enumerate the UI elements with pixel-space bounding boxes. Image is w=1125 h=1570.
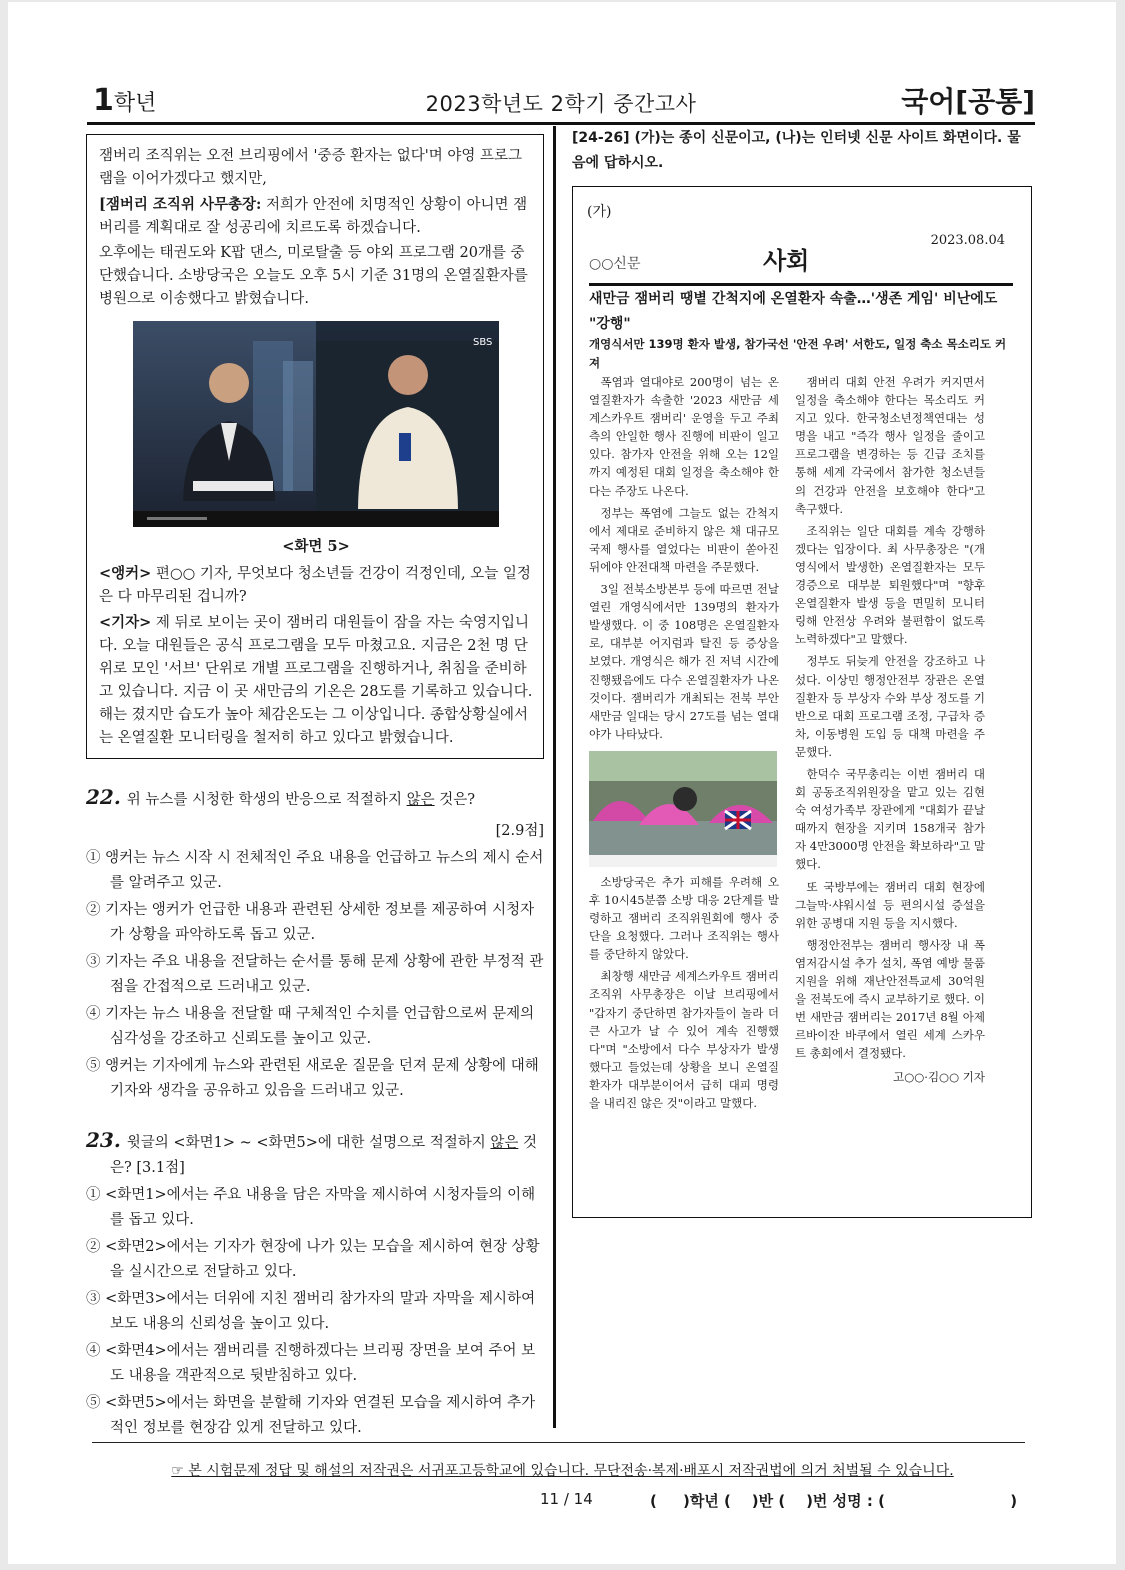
anchor-line: <앵커> 편○○ 기자, 무엇보다 청소년들 건강이 걱정인데, 오늘 일정은 다 마무리된 겁니까? (99, 565, 531, 605)
question-23-stem: 23. 윗글의 <화면1> ~ <화면5>에 대한 설명으로 적절하지 않은 것은? [3.1점] (86, 1128, 538, 1176)
article-paragraph: 잼버리 대회 안전 우려가 커지면서 일정을 축소해야 한다는 목소리도 커지고 있다. 한국청소년정책연대는 성명을 내고 "즉각 행사 일정을 줄이고 프로그램을 변경하는 등 긴급 조치를 통해 세계 각국에서 참가한 청소년들의 건강과 안전을 보호해야 한다"고 촉구했다. (795, 375, 985, 516)
page-number: 11 / 14 (540, 1490, 593, 1508)
question-23 (86, 1128, 544, 1441)
svg-text:SBS: SBS (473, 337, 493, 348)
answer-option[interactable]: ② 기자는 앵커가 언급한 내용과 관련된 상세한 정보를 제공하여 시청자가 상황을 파악하도록 돕고 있군. (86, 902, 535, 943)
broadcast-screenshot (133, 321, 499, 527)
answer-option[interactable]: ① <화면1>에서는 주요 내용을 담은 자막을 제시하여 시청자들의 이해를 돕고 있다. (86, 1187, 536, 1228)
reporter-line: <기자> 제 뒤로 보이는 곳이 잼버리 대원들이 잠을 자는 숙영지입니다. 오늘 대원들은 공식 프로그램을 모두 마쳤고요. 지금은 2천 명 단위로 모인 '서브' 단위로 개별 프로그램을 진행하거나, 취침을 준비하고 있습니다. 지금 이 곳 새만금의 기온은 28도를 기록하고 있습니다. 해는 졌지만 습도가 높아 체감온도는 그 이상입니다. 종합상황실에서는 온열질환 모니터링을 철저히 하고 있다고 밝혔습니다. (99, 614, 533, 746)
article-paragraph: 최창행 새만금 세계스카우트 잼버리 조직위 사무총장은 이날 브리핑에서 "갑자기 중단하면 참가자들이 놀라 더 큰 사고가 날 수 있어 계속 진행했다"며 "소방에서 다수 부상자가 발생했다고 들었는데 상황을 보니 온열질환자가 대부분이어서 급히 대피 명령을 내리진 않은 것"이라고 말했다. (589, 969, 779, 1110)
article-date: 2023.08.04 (930, 233, 1005, 248)
article-paragraph: 행정안전부는 잼버리 행사장 내 폭염저감시설 추가 설치, 폭염 예방 물품 지원을 위해 재난안전특교세 30억원을 전북도에 즉시 교부하기로 했다. 이번 새만금 잼버리는 2017년 8월 아제르바이잔 바쿠에서 열린 세계 스카우트 총회에서 결정됐다. (795, 937, 985, 1061)
answer-option[interactable]: ③ 기자는 주요 내용을 전달하는 순서를 통해 문제 상황에 관한 부정적 관점을 간접적으로 드러내고 있군. (86, 954, 544, 995)
newspaper-name: ○○신문 (589, 256, 641, 272)
answer-option[interactable]: ⑤ <화면5>에서는 화면을 분할해 기자와 연결된 모습을 제시하여 추가적인 정보를 현장감 있게 전달하고 있다. (86, 1395, 536, 1436)
article-paragraph: 한덕수 국무총리는 이번 잼버리 대회 공동조직위원장을 맡고 있는 김현숙 여성가족부 장관에게 "대회가 끝날 때까지 현장을 지키며 158개국 참가자 4만3000명 안전을 확보하라"고 말했다. (795, 766, 985, 872)
right-column (572, 126, 1032, 1218)
broadcast-illustration (133, 321, 499, 527)
left-column (86, 126, 544, 1441)
article-subheadline: 개영식서만 139명 환자 발생, 참가국선 '안전 우려' 서한도, 일정 축소 목소리도 커져 (589, 337, 1007, 370)
article-column-2 (795, 373, 985, 1087)
answer-option[interactable]: ③ <화면3>에서는 더위에 지친 잼버리 참가자의 말과 자막을 제시하여 보도 내용의 신뢰성을 높이고 있다. (86, 1291, 536, 1332)
header-rule (87, 122, 1035, 125)
article-paragraph: 또 국방부에는 잼버리 대회 현장에 그늘막·샤워시설 등 편의시설 증설을 위한 공병대 지원 등을 지시했다. (795, 879, 985, 930)
transcript-p3: 오후에는 태권도와 K팝 댄스, 미로탈출 등 야외 프로그램 20개를 중단했습니다. 소방당국은 오늘도 오후 5시 기준 31명의 온열질환자를 병원으로 이송했다고 밝혔습니다. (99, 245, 528, 307)
exam-title: 2023학년도 2학기 중간고사 (425, 92, 697, 116)
answer-option[interactable]: ④ 기자는 뉴스 내용을 전달할 때 구체적인 수치를 언급함으로써 문제의 심각성을 강조하고 신뢰도를 높이고 있군. (86, 1006, 535, 1047)
footer-rule (92, 1442, 1025, 1443)
answer-option[interactable]: ① 앵커는 뉴스 시작 시 전체적인 주요 내용을 언급하고 뉴스의 제시 순서를 알려주고 있군. (86, 850, 544, 891)
headline-rule (589, 283, 1013, 286)
newspaper-section: 사회 (763, 247, 810, 275)
newspaper-box (572, 186, 1032, 1218)
answer-option[interactable]: ④ <화면4>에서는 잼버리를 진행하겠다는 브리핑 장면을 보여 주어 보도 내용을 객관적으로 뒷받침하고 있다. (86, 1343, 536, 1384)
exam-header (87, 84, 1035, 120)
article-column-1 (589, 373, 779, 1116)
article-paragraph: 폭염과 열대야로 200명이 넘는 온열질환자가 속출한 '2023 새만금 세계스카우트 잼버리' 운영을 두고 주최 측의 안일한 행사 진행에 비판이 일고 있다. 참가자 안전을 위해 오는 12일까지 예정된 대회 일정을 축소해야 한다는 주장도 나온다. (589, 375, 779, 498)
article-byline: 고○○·김○○ 기자 (893, 1070, 985, 1085)
transcript-p2: [잼버리 조직위 사무총장: 저희가 안전에 치명적인 상황이 아니면 잼버리를 계획대로 잘 성공리에 치르도록 하겠습니다. (99, 196, 528, 236)
column-divider (553, 126, 556, 1428)
answer-option[interactable]: ⑤ 앵커는 기자에게 뉴스와 관련된 새로운 질문을 던져 문제 상황에 대해 기자와 생각을 공유하고 있음을 드러내고 있군. (86, 1058, 539, 1099)
question-set-instruction: [24-26] (가)는 종이 신문이고, (나)는 인터넷 신문 사이트 화면이다. 물음에 답하시오. (572, 130, 1021, 171)
jamboree-photo (589, 751, 777, 867)
question-22 (86, 785, 544, 1104)
screen-caption: <화면 5> (282, 538, 350, 555)
article-paragraph: 정부는 폭염에 그늘도 없는 간척지에서 제대로 준비하지 않은 채 대규모 국제 행사를 열었다는 비판이 쏟아진 뒤에야 안전대책 마련을 주문했다. (589, 505, 779, 574)
tents-illustration (589, 751, 777, 867)
article-paragraph: 조직위는 일단 대회를 계속 강행하겠다는 입장이다. 최 사무총장은 "(개영식에서 발생한) 온열질환자는 모두 경증으로 대부분 퇴원했다"며 "향후 온열질환자 발생 등을 면밀히 모니터링해 안전상 우려와 불편함이 없도록 노력하겠다"고 말했다. (795, 523, 985, 647)
question-22-points: [2.9점] (495, 823, 544, 839)
news-transcript-box (86, 134, 544, 759)
article-headline: 새만금 잼버리 땡볕 간척지에 온열환자 속출…'생존 게임' 비난에도 "강행" (589, 291, 998, 332)
copyright-notice: ☞ 본 시험문제 정답 및 해설의 저작권은 서귀포고등학교에 있습니다. 무단전송·복제·배포시 저작권법에 의거 처벌될 수 있습니다. (171, 1463, 954, 1479)
subject-label: 국어[공통] (901, 85, 1035, 118)
transcript-p1: 잼버리 조직위는 오전 브리핑에서 '중증 환자는 없다'며 야영 프로그램을 이어가겠다고 했지만, (99, 148, 523, 187)
article-paragraph: 소방당국은 추가 피해를 우려해 오후 10시45분쯤 소방 대응 2단계를 발령하고 잼버리 조직위원회에 행사 중단을 요청했다. 그러나 조직위는 행사를 중단하지 않았다. (589, 874, 779, 962)
passage-label: (가) (587, 204, 612, 220)
article-paragraph: 3일 전북소방본부 등에 따르면 전날 열린 개영식에서만 139명의 환자가 발생했다. 이 중 108명은 온열질환자로, 대부분 어지럼과 탈진 등 증상을 보였다. 개영식은 해가 진 저녁 시간에 진행됐음에도 다수 온열질환자가 나온 것이다. 잼버리가 개최되는 전북 부안 새만금 일대는 당시 27도를 넘는 열대야가 나타났다. (589, 582, 779, 741)
grade-label: 1학년 (93, 83, 157, 118)
student-id-field[interactable]: ( )학년 ( )반 ( )번 성명 : ( ) (650, 1492, 1018, 1510)
question-22-stem: 22. 위 뉴스를 시청한 학생의 반응으로 적절하지 않은 것은? (86, 785, 475, 809)
article-paragraph: 정부도 뒤늦게 안전을 강조하고 나섰다. 이상민 행정안전부 장관은 온열질환자 등 부상자 수와 부상 정도를 기반으로 대회 프로그램 조정, 구급차 증차, 이동병원 도입 등 대책 마련을 주문했다. (795, 654, 985, 759)
answer-option[interactable]: ② <화면2>에서는 기자가 현장에 나가 있는 모습을 제시하여 현장 상황을 실시간으로 전달하고 있다. (86, 1239, 540, 1280)
